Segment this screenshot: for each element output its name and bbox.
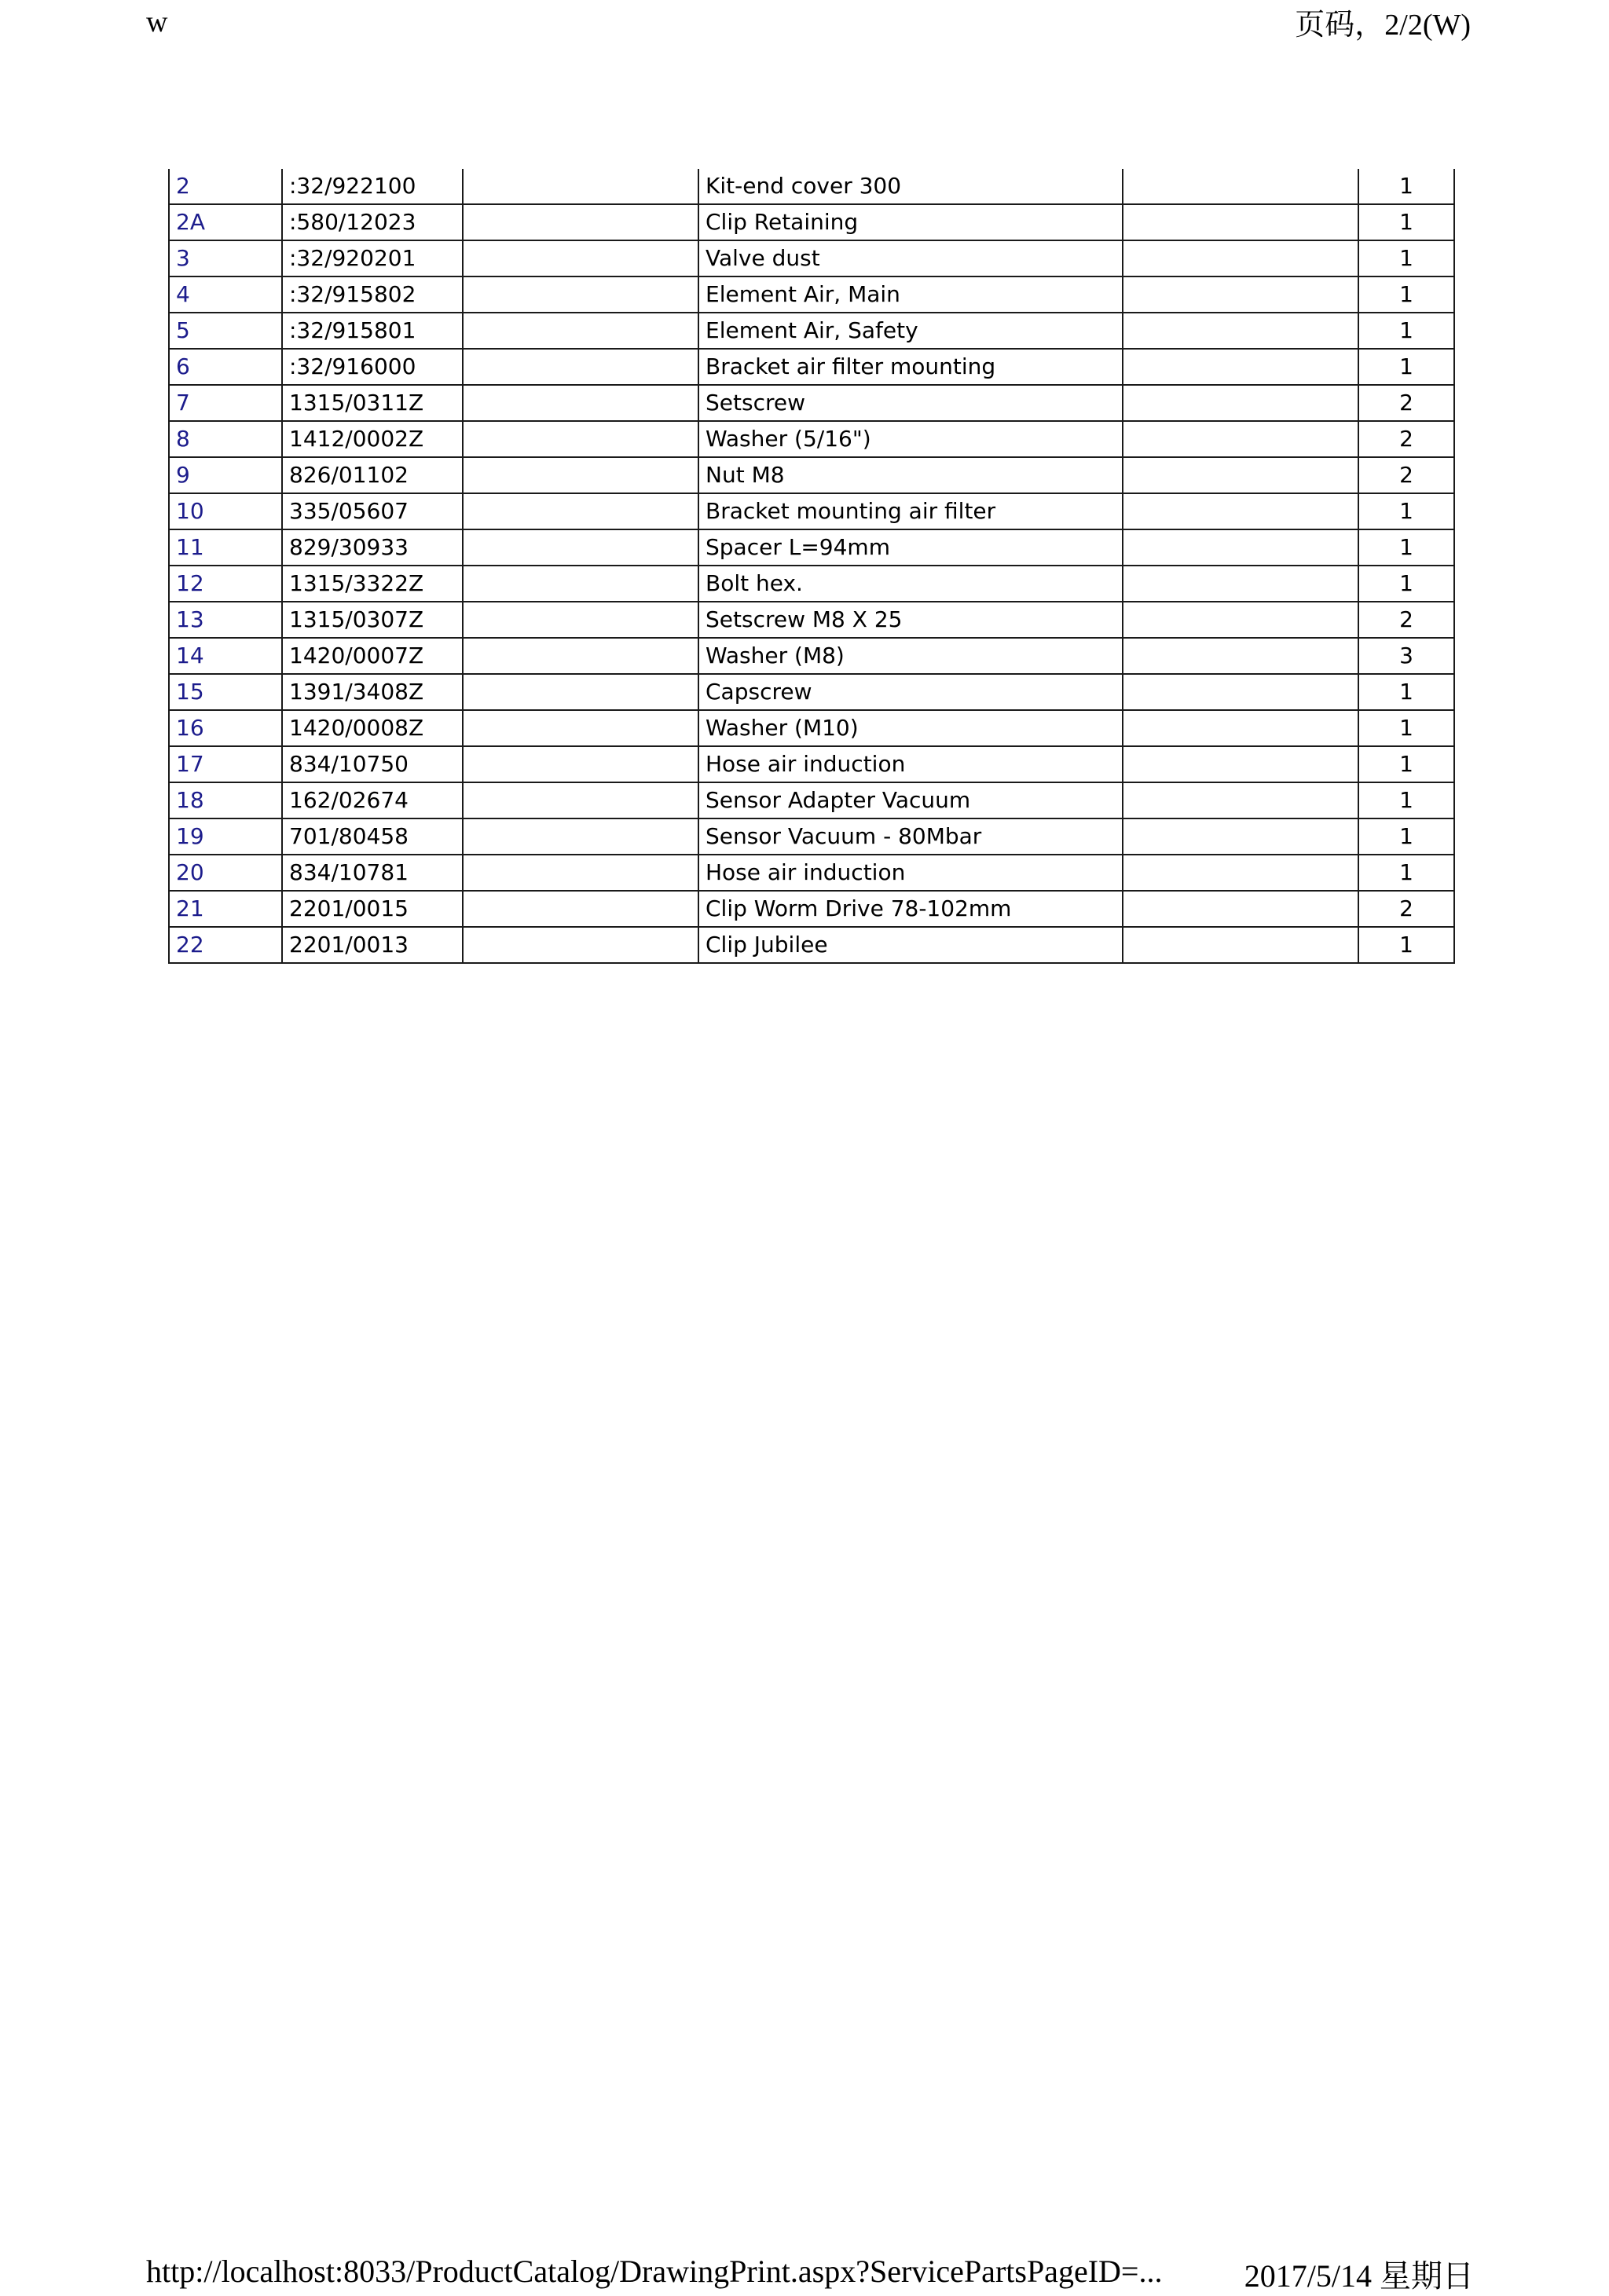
description-cell: Nut M8 [698, 457, 1123, 493]
blank-cell [463, 927, 698, 963]
part-number-cell: :32/915802 [282, 276, 463, 313]
item-number-cell: 2 [169, 169, 282, 204]
description-cell: Washer (M8) [698, 638, 1123, 674]
blank-cell [463, 855, 698, 891]
item-number-cell: 4 [169, 276, 282, 313]
table-row [169, 855, 1454, 891]
item-number-cell: 12 [169, 566, 282, 602]
quantity-cell: 1 [1358, 529, 1454, 566]
item-number-cell: 13 [169, 602, 282, 638]
item-number-cell: 8 [169, 421, 282, 457]
description-cell: Washer (M10) [698, 710, 1123, 746]
part-number-cell: :32/915801 [282, 313, 463, 349]
blank-cell [1123, 240, 1358, 276]
part-number-cell: 834/10781 [282, 855, 463, 891]
description-cell: Bracket air filter mounting [698, 349, 1123, 385]
table-row [169, 313, 1454, 349]
print-url: http://localhost:8033/ProductCatalog/DrawingPrint.aspx?ServicePartsPageID=... [146, 2254, 1163, 2289]
blank-cell [463, 602, 698, 638]
table-row [169, 566, 1454, 602]
description-cell: Sensor Vacuum - 80Mbar [698, 818, 1123, 855]
blank-cell [1123, 421, 1358, 457]
quantity-cell: 1 [1358, 855, 1454, 891]
table-row [169, 169, 1454, 204]
table-row [169, 602, 1454, 638]
blank-cell [463, 493, 698, 529]
table-row [169, 638, 1454, 674]
parts-table-body [169, 169, 1454, 963]
part-number-cell: :32/922100 [282, 169, 463, 204]
part-number-cell: 834/10750 [282, 746, 463, 782]
part-number-cell: 1315/3322Z [282, 566, 463, 602]
part-number-cell: :580/12023 [282, 204, 463, 240]
description-cell: Valve dust [698, 240, 1123, 276]
blank-cell [463, 674, 698, 710]
table-row [169, 204, 1454, 240]
description-cell: Bracket mounting air filter [698, 493, 1123, 529]
table-row [169, 818, 1454, 855]
table-row [169, 349, 1454, 385]
print-date: 2017/5/14 星期日 [1244, 2258, 1474, 2294]
part-number-cell: :32/920201 [282, 240, 463, 276]
quantity-cell: 1 [1358, 313, 1454, 349]
quantity-cell: 2 [1358, 891, 1454, 927]
part-number-cell: 2201/0013 [282, 927, 463, 963]
table-row [169, 710, 1454, 746]
part-number-cell: 2201/0015 [282, 891, 463, 927]
quantity-cell: 2 [1358, 457, 1454, 493]
quantity-cell: 1 [1358, 566, 1454, 602]
description-cell: Element Air, Main [698, 276, 1123, 313]
quantity-cell: 1 [1358, 674, 1454, 710]
part-number-cell: 1315/0307Z [282, 602, 463, 638]
part-number-cell: 1420/0008Z [282, 710, 463, 746]
item-number-cell: 17 [169, 746, 282, 782]
description-cell: Clip Retaining [698, 204, 1123, 240]
table-row [169, 276, 1454, 313]
quantity-cell: 2 [1358, 421, 1454, 457]
blank-cell [463, 782, 698, 818]
quantity-cell: 2 [1358, 385, 1454, 421]
blank-cell [1123, 313, 1358, 349]
description-cell: Hose air induction [698, 855, 1123, 891]
blank-cell [463, 566, 698, 602]
blank-cell [1123, 385, 1358, 421]
part-number-cell: 829/30933 [282, 529, 463, 566]
blank-cell [1123, 638, 1358, 674]
quantity-cell: 1 [1358, 204, 1454, 240]
item-number-cell: 18 [169, 782, 282, 818]
table-row [169, 421, 1454, 457]
item-number-cell: 2A [169, 204, 282, 240]
blank-cell [463, 746, 698, 782]
blank-cell [463, 891, 698, 927]
table-row [169, 746, 1454, 782]
blank-cell [1123, 746, 1358, 782]
quantity-cell: 1 [1358, 782, 1454, 818]
table-row [169, 927, 1454, 963]
blank-cell [1123, 169, 1358, 204]
item-number-cell: 16 [169, 710, 282, 746]
table-row [169, 493, 1454, 529]
quantity-cell: 1 [1358, 710, 1454, 746]
description-cell: Spacer L=94mm [698, 529, 1123, 566]
quantity-cell: 1 [1358, 927, 1454, 963]
quantity-cell: 1 [1358, 493, 1454, 529]
page-header-left: w [146, 5, 168, 38]
description-cell: Sensor Adapter Vacuum [698, 782, 1123, 818]
item-number-cell: 5 [169, 313, 282, 349]
item-number-cell: 6 [169, 349, 282, 385]
item-number-cell: 20 [169, 855, 282, 891]
item-number-cell: 14 [169, 638, 282, 674]
blank-cell [1123, 204, 1358, 240]
blank-cell [463, 385, 698, 421]
blank-cell [1123, 855, 1358, 891]
table-row [169, 674, 1454, 710]
parts-table [168, 169, 1455, 964]
item-number-cell: 9 [169, 457, 282, 493]
part-number-cell: 162/02674 [282, 782, 463, 818]
description-cell: Washer (5/16") [698, 421, 1123, 457]
blank-cell [463, 204, 698, 240]
blank-cell [1123, 349, 1358, 385]
blank-cell [463, 421, 698, 457]
blank-cell [463, 169, 698, 204]
item-number-cell: 3 [169, 240, 282, 276]
description-cell: Clip Jubilee [698, 927, 1123, 963]
table-row [169, 782, 1454, 818]
item-number-cell: 10 [169, 493, 282, 529]
quantity-cell: 1 [1358, 746, 1454, 782]
blank-cell [463, 349, 698, 385]
part-number-cell: 1412/0002Z [282, 421, 463, 457]
quantity-cell: 3 [1358, 638, 1454, 674]
quantity-cell: 1 [1358, 169, 1454, 204]
blank-cell [463, 818, 698, 855]
quantity-cell: 1 [1358, 818, 1454, 855]
blank-cell [1123, 457, 1358, 493]
blank-cell [1123, 493, 1358, 529]
page-number: 页码，2/2(W) [1295, 9, 1471, 42]
blank-cell [1123, 602, 1358, 638]
blank-cell [463, 276, 698, 313]
table-row [169, 891, 1454, 927]
description-cell: Clip Worm Drive 78-102mm [698, 891, 1123, 927]
part-number-cell: :32/916000 [282, 349, 463, 385]
blank-cell [463, 313, 698, 349]
description-cell: Hose air induction [698, 746, 1123, 782]
blank-cell [1123, 710, 1358, 746]
item-number-cell: 22 [169, 927, 282, 963]
part-number-cell: 1315/0311Z [282, 385, 463, 421]
quantity-cell: 1 [1358, 240, 1454, 276]
quantity-cell: 1 [1358, 349, 1454, 385]
description-cell: Capscrew [698, 674, 1123, 710]
item-number-cell: 21 [169, 891, 282, 927]
table-row [169, 529, 1454, 566]
blank-cell [463, 710, 698, 746]
blank-cell [463, 529, 698, 566]
item-number-cell: 15 [169, 674, 282, 710]
part-number-cell: 1420/0007Z [282, 638, 463, 674]
blank-cell [1123, 818, 1358, 855]
description-cell: Setscrew M8 X 25 [698, 602, 1123, 638]
item-number-cell: 19 [169, 818, 282, 855]
description-cell: Element Air, Safety [698, 313, 1123, 349]
part-number-cell: 1391/3408Z [282, 674, 463, 710]
blank-cell [1123, 674, 1358, 710]
part-number-cell: 335/05607 [282, 493, 463, 529]
item-number-cell: 7 [169, 385, 282, 421]
blank-cell [463, 638, 698, 674]
part-number-cell: 826/01102 [282, 457, 463, 493]
blank-cell [463, 240, 698, 276]
blank-cell [1123, 927, 1358, 963]
table-row [169, 457, 1454, 493]
item-number-cell: 11 [169, 529, 282, 566]
description-cell: Kit-end cover 300 [698, 169, 1123, 204]
blank-cell [1123, 891, 1358, 927]
description-cell: Bolt hex. [698, 566, 1123, 602]
blank-cell [1123, 529, 1358, 566]
blank-cell [1123, 566, 1358, 602]
table-row [169, 385, 1454, 421]
blank-cell [463, 457, 698, 493]
table-row [169, 240, 1454, 276]
description-cell: Setscrew [698, 385, 1123, 421]
quantity-cell: 2 [1358, 602, 1454, 638]
blank-cell [1123, 276, 1358, 313]
part-number-cell: 701/80458 [282, 818, 463, 855]
quantity-cell: 1 [1358, 276, 1454, 313]
blank-cell [1123, 782, 1358, 818]
